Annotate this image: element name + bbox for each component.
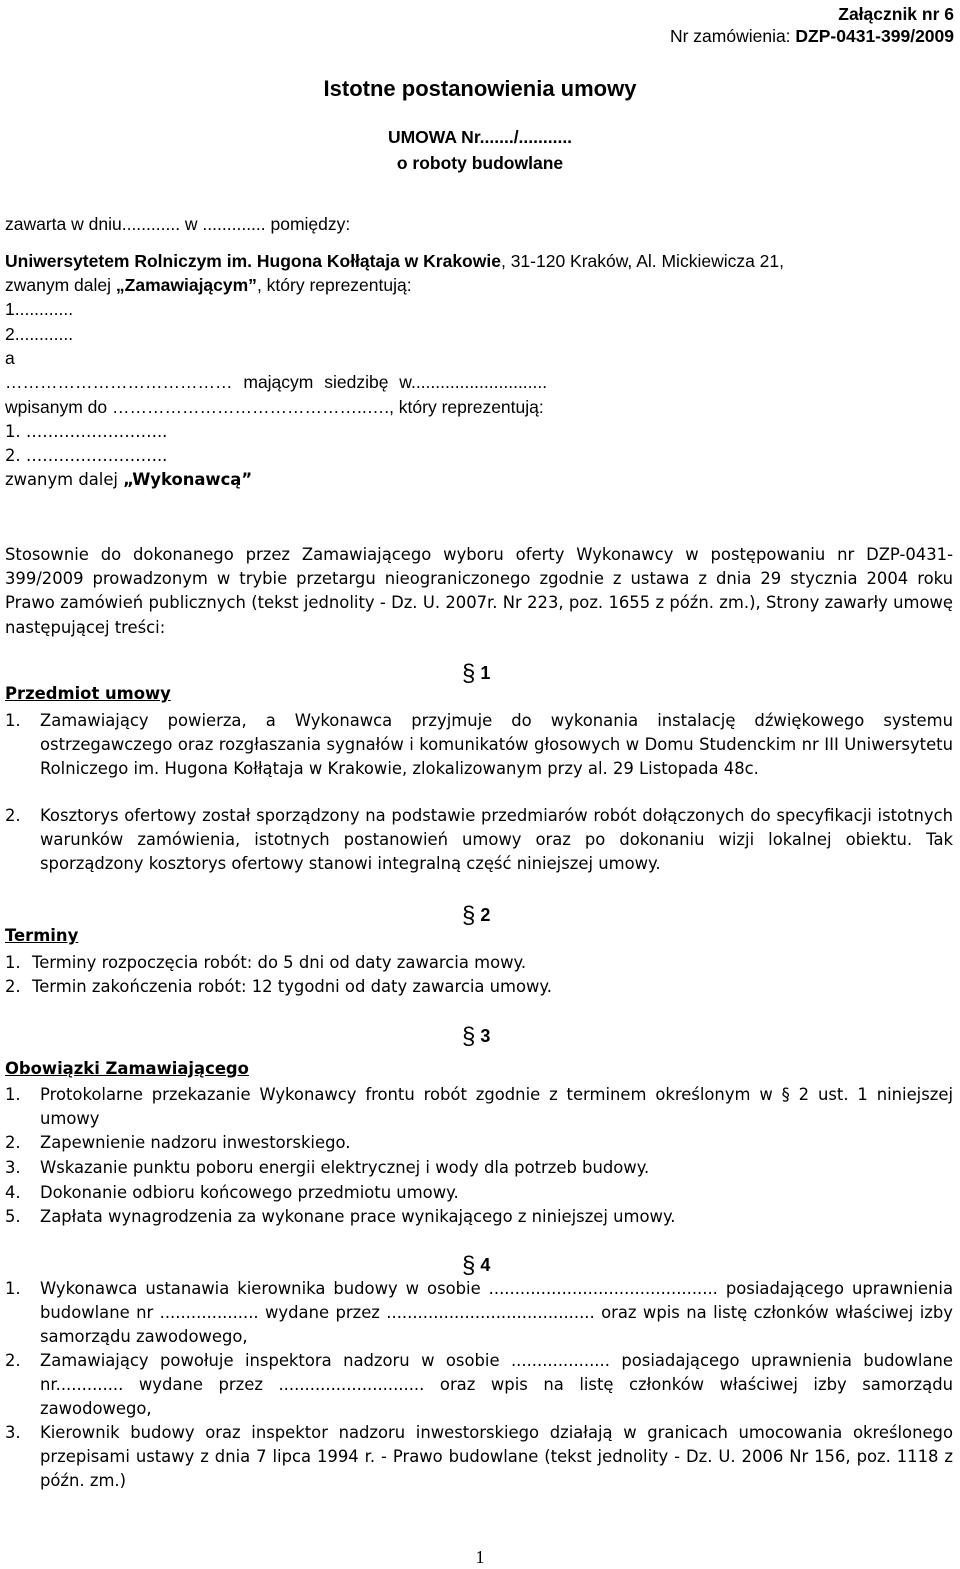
list-item-text: Wskazanie punktu poboru energii elektrycznej i wody dla potrzeb budowy. bbox=[40, 1158, 650, 1177]
list-item-number: 3. bbox=[5, 1423, 21, 1442]
list-item-number: 1. bbox=[5, 711, 21, 730]
list-item-number: 1. bbox=[5, 1085, 21, 1104]
section-1-heading: Przedmiot umowy bbox=[5, 684, 171, 703]
list-item bbox=[5, 1421, 953, 1494]
section-sign-icon: § bbox=[462, 660, 476, 687]
employer-alias: „Zamawiającym” bbox=[115, 275, 257, 295]
list-item bbox=[5, 709, 953, 782]
contractor-alias: „Wykonawcą” bbox=[123, 470, 253, 489]
list-item-text: Wykonawca ustanawia kierownika budowy w osobie ............................................ posiadającego uprawnienia budowlane nr ................... wydane przez ........................................ oraz wpis na listę członków właściwej izby samorządu zawodowego, bbox=[40, 1279, 953, 1347]
list-item-text: Kosztorys ofertowy został sporządzony na podstawie przedmiarów robót dołączonych do specyfikacji istotnych warunków zamówienia, istotnych postanowień umowy oraz po dokonaniu wizji lokalnej obiektu. Tak sporządzony kosztorys ofertowy stanowi integralną część niniejszej umowy. bbox=[40, 806, 953, 874]
list-item bbox=[5, 1277, 953, 1350]
employer-alias-line bbox=[5, 275, 412, 296]
section-2-heading: Terminy bbox=[5, 926, 79, 945]
list-item bbox=[5, 951, 953, 975]
list-item-text: Zapewnienie nadzoru inwestorskiego. bbox=[40, 1133, 351, 1152]
list-item-text: Termin zakończenia robót: 12 tygodni od daty zawarcia umowy. bbox=[32, 977, 553, 996]
employer-address: , 31-120 Kraków, Al. Mickiewicza 21, bbox=[500, 251, 785, 271]
concluded-line: zawarta w dniu............ w ............. pomiędzy: bbox=[5, 214, 351, 234]
contract-number: UMOWA Nr......./........... bbox=[387, 127, 573, 147]
order-number-line bbox=[670, 24, 954, 48]
section-3-heading: Obowiązki Zamawiającego bbox=[5, 1059, 249, 1078]
list-item-text: Zamawiający powołuje inspektora nadzoru w osobie ................... posiadającego uprawnienia budowlane nr............. wydane przez ............................ oraz wpis na listę członków właściwej izby samorządu zawodowego, bbox=[40, 1351, 953, 1419]
list-item bbox=[5, 1156, 953, 1180]
list-item-number: 5. bbox=[5, 1207, 21, 1226]
employer-rep-1: 1............ bbox=[5, 299, 74, 319]
section-2-marker bbox=[462, 902, 490, 930]
contractor-seat-line: ………………………………… mającym siedzibę w............................ bbox=[5, 372, 548, 392]
contractor-alias-line bbox=[5, 470, 252, 489]
section-number: 1 bbox=[480, 663, 491, 683]
list-item-number: 1. bbox=[5, 953, 21, 972]
order-number-label: Nr zamówienia: bbox=[669, 26, 796, 46]
attachment-label: Załącznik nr 6 bbox=[838, 4, 954, 24]
section-number: 2 bbox=[480, 905, 491, 925]
contractor-register-line: wpisanym do ……………………………………..…., który reprezentują: bbox=[5, 397, 544, 417]
list-item-text: Dokonanie odbioru końcowego przedmiotu umowy. bbox=[40, 1183, 459, 1202]
list-item-number: 2. bbox=[5, 806, 21, 825]
section-number: 3 bbox=[480, 1026, 491, 1046]
contract-subject: o roboty budowlane bbox=[396, 153, 564, 173]
list-item-text: Terminy rozpoczęcia robót: do 5 dni od daty zawarcia mowy. bbox=[32, 953, 527, 972]
section-1-marker bbox=[462, 660, 490, 688]
preamble-paragraph: Stosownie do dokonanego przez Zamawiającego wyboru oferty Wykonawcy w postępowaniu nr DZP-0431-399/2009 prowadzonym w trybie przetargu nieograniczonego zgodnie z ustawa z dnia 29 stycznia 2004 roku Prawo zamówień publicznych (tekst jednolity - Dz. U. 2007r. Nr 223, poz. 1655 z późn. zm.), Strony zawarły umowę następującej treści: bbox=[5, 545, 953, 637]
order-number-value: DZP-0431-399/2009 bbox=[795, 26, 954, 46]
employer-name: Uniwersytetem Rolniczym im. Hugona Kołłątaja w Krakowie bbox=[5, 251, 501, 271]
contractor-called-prefix: zwanym dalej bbox=[5, 470, 124, 489]
list-item-number: 2. bbox=[5, 977, 21, 996]
section-sign-icon: § bbox=[462, 902, 476, 929]
list-item bbox=[5, 1131, 953, 1155]
page-number: 1 bbox=[475, 1547, 485, 1567]
list-item bbox=[5, 1083, 953, 1131]
contractor-rep-2: 2. …………………….. bbox=[5, 446, 168, 465]
list-item-number: 2. bbox=[5, 1133, 21, 1152]
list-item bbox=[5, 975, 953, 999]
and-word: a bbox=[5, 348, 15, 368]
list-item-text: Kierownik budowy oraz inspektor nadzoru inwestorskiego działają w granicach umocowania określonego przepisami ustawy z dnia 7 lipca 1994 r. - Prawo budowlane (tekst jednolity - Dz. U. 2006 Nr 156, poz. 1118 z późn. zm.) bbox=[40, 1423, 953, 1491]
section-sign-icon: § bbox=[462, 1023, 476, 1050]
employer-rep-2: 2............ bbox=[5, 324, 74, 344]
list-item-text: Protokolarne przekazanie Wykonawcy frontu robót zgodnie z terminem określonym w § 2 ust. 1 niniejszej umowy bbox=[40, 1085, 953, 1129]
section-3-marker bbox=[462, 1023, 490, 1051]
section-number: 4 bbox=[480, 1255, 491, 1275]
employer-represented: , który reprezentują: bbox=[256, 275, 412, 295]
list-item-number: 1. bbox=[5, 1279, 21, 1298]
employer-line bbox=[5, 251, 784, 272]
list-item-text: Zapłata wynagrodzenia za wykonane prace wynikającego z niniejszej umowy. bbox=[40, 1207, 676, 1226]
list-item-number: 3. bbox=[5, 1158, 21, 1177]
employer-called-prefix: zwanym dalej bbox=[5, 275, 116, 295]
document-title: Istotne postanowienia umowy bbox=[323, 76, 637, 101]
contractor-rep-1: 1. …………………….. bbox=[5, 422, 168, 441]
section-sign-icon: § bbox=[462, 1252, 476, 1279]
list-item-number: 2. bbox=[5, 1351, 21, 1370]
list-item-text: Zamawiający powierza, a Wykonawca przyjmuje do wykonania instalację dźwiękowego systemu ostrzegawczego oraz rozgłaszania sygnałów i komunikatów głosowych w Domu Studenckim nr III Uniwersytetu Rolniczego im. Hugona Kołłątaja w Krakowie, zlokalizowanym przy al. 29 Listopada 48c. bbox=[40, 711, 953, 779]
list-item bbox=[5, 1181, 953, 1205]
section-4-marker bbox=[462, 1252, 490, 1280]
list-item-number: 4. bbox=[5, 1183, 21, 1202]
list-item bbox=[5, 1205, 953, 1229]
list-item bbox=[5, 804, 953, 877]
list-item bbox=[5, 1349, 953, 1422]
